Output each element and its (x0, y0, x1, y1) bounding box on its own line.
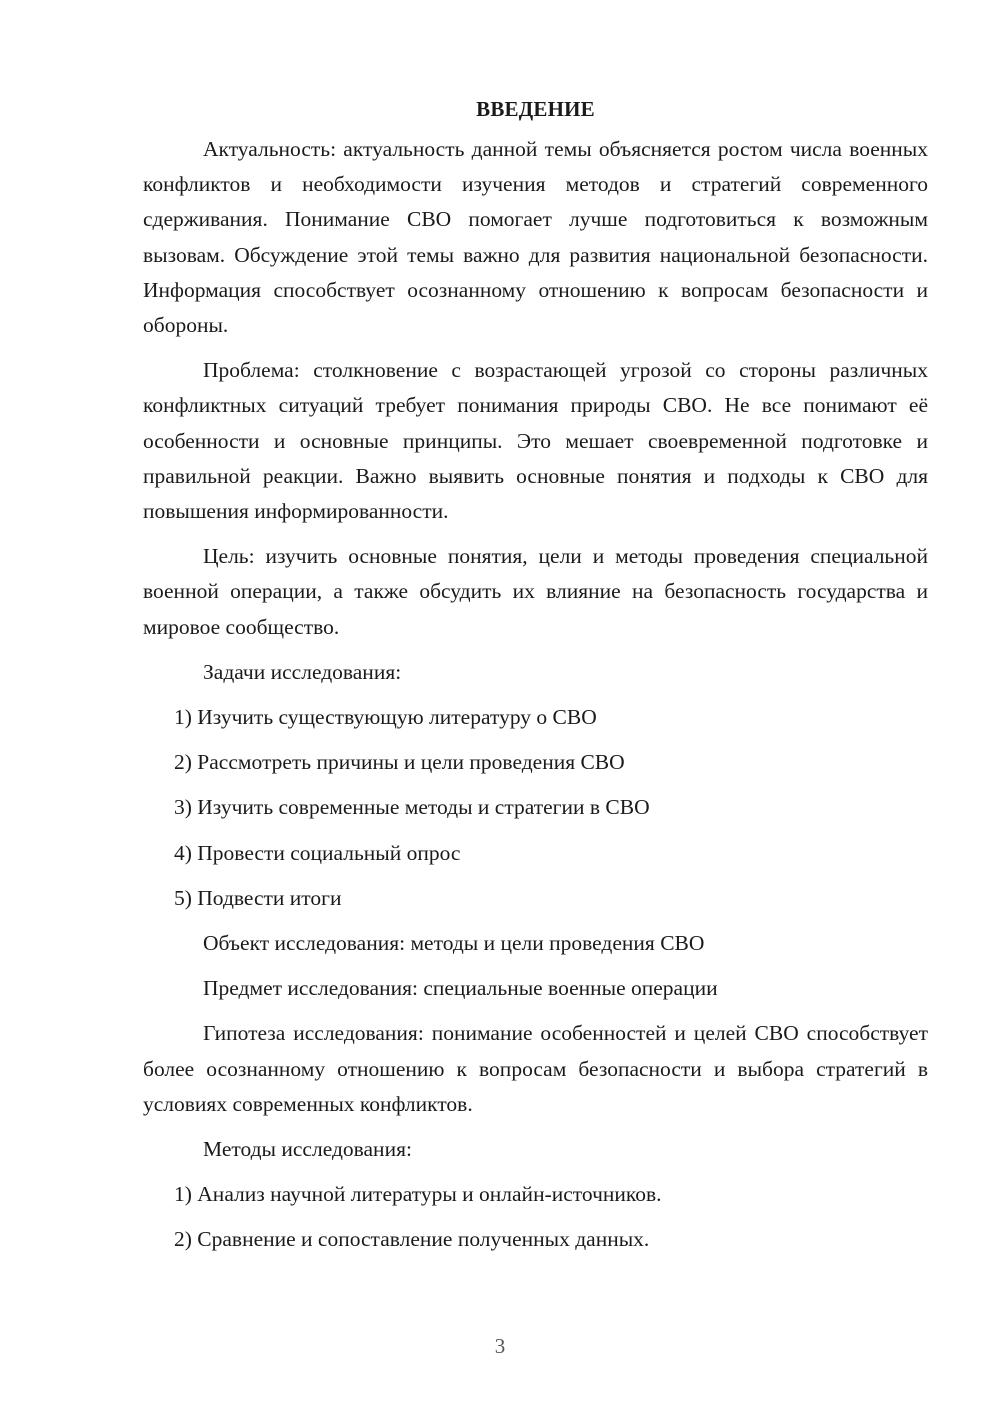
paragraph-relevance: Актуальность: актуальность данной темы объясняется ростом числа военных конфликтов и необходимости изучения методов и стратегий современного сдерживания. Понимание СВО помогает лучше подготовиться к возможным вызовам. Обсуждение этой темы важно для развития национальной безопасности. Информация способствует осознанному отношению к вопросам безопасности и обороны. (143, 137, 928, 338)
paragraph-goal: Цель: изучить основные понятия, цели и методы проведения специальной военной операции, а также обсудить их влияние на безопасность государства и мировое сообщество. (143, 544, 928, 639)
task-item-3: 3) Изучить современные методы и стратегии в СВО (174, 795, 650, 820)
paragraph-problem: Проблема: столкновение с возрастающей угрозой со стороны различных конфликтных ситуаций требует понимания природы СВО. Не все понимают её особенности и основные принципы. Это мешает своевременной подготовке и правильной реакции. Важно выявить основные понятия и подходы к СВО для повышения информированности. (143, 358, 928, 524)
research-object: Объект исследования: методы и цели проведения СВО (203, 931, 705, 956)
method-item-1: 1) Анализ научной литературы и онлайн-источников. (174, 1182, 662, 1207)
task-item-4: 4) Провести социальный опрос (174, 840, 461, 865)
method-item-2: 2) Сравнение и сопоставление полученных данных. (174, 1227, 650, 1252)
task-item-5: 5) Подвести итоги (174, 885, 342, 910)
tasks-title: Задачи исследования: (203, 659, 402, 684)
document-page (143, 92, 928, 1268)
methods-title: Методы исследования: (203, 1137, 412, 1162)
page-title: ВВЕДЕНИЕ (476, 97, 595, 121)
paragraph-hypothesis: Гипотеза исследования: понимание особенностей и целей СВО способствует более осознанному отношению к вопросам безопасности и выбора стратегий в условиях современных конфликтов. (143, 1021, 928, 1116)
task-item-1: 1) Изучить существующую литературу о СВО (174, 705, 597, 730)
research-subject: Предмет исследования: специальные военные операции (203, 976, 718, 1001)
page-number: 3 (494, 1334, 506, 1358)
task-item-2: 2) Рассмотреть причины и цели проведения СВО (174, 750, 625, 775)
